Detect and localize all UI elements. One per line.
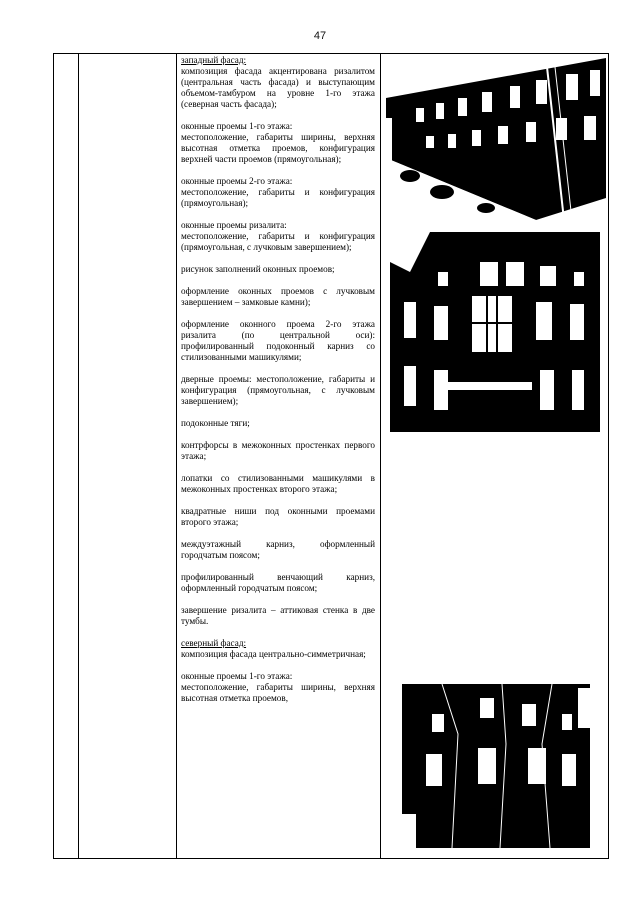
paragraph-text: лопатки со стилизованными машикулями в межоконных простенках второго этажа; (181, 473, 375, 494)
paragraph-text: композиция фасада акцентирована ризалитом (центральная часть фасада) и выступающим объемом-тамбуром на уровне 1-го этажа (северная часть фасада); (181, 66, 375, 109)
column-divider (176, 54, 177, 858)
description-paragraph (181, 473, 375, 495)
description-paragraph (181, 539, 375, 561)
description-paragraph (181, 671, 375, 704)
paragraph-text: оконные проемы ризалита: (181, 220, 287, 230)
description-paragraph (181, 506, 375, 528)
paragraph-text: оформление оконного проема 2-го этажа ризалита (по центральной оси): профилированный подоконный карниз со стилизованными машикулями; (181, 319, 375, 362)
paragraph-text: местоположение, габариты и конфигурация (прямоугольная); (181, 187, 375, 208)
paragraph-text: оконные проемы 1-го этажа: (181, 671, 293, 681)
description-paragraph (181, 264, 375, 275)
description-paragraph (181, 572, 375, 594)
description-paragraph (181, 605, 375, 627)
column-divider (78, 54, 79, 858)
paragraph-text: квадратные ниши под оконными проемами второго этажа; (181, 506, 375, 527)
description-paragraph (181, 374, 375, 407)
paragraph-text: профилированный венчающий карниз, оформленный городчатым поясом; (181, 572, 375, 593)
paragraph-text: рисунок заполнений оконных проемов; (181, 264, 335, 274)
description-paragraph (181, 440, 375, 462)
description-paragraph (181, 638, 375, 660)
description-paragraph (181, 319, 375, 363)
column-divider (380, 54, 381, 858)
description-paragraph (181, 176, 375, 209)
page-number: 47 (313, 30, 327, 42)
description-paragraph (181, 121, 375, 165)
paragraph-text: завершение ризалита – аттиковая стенка в две тумбы. (181, 605, 375, 626)
paragraph-text: местоположение, габариты ширины, верхняя высотная отметка проемов, конфигурация верхней части проемов (прямоугольная); (181, 132, 375, 164)
description-paragraph (181, 55, 375, 110)
description-paragraph (181, 220, 375, 253)
description-column (181, 55, 375, 715)
facade-photo-2 (390, 232, 600, 462)
paragraph-text: оконные проемы 2-го этажа: (181, 176, 293, 186)
paragraph-text: оконные проемы 1-го этажа: (181, 121, 293, 131)
paragraph-text: контрфорсы в межоконных простенках первого этажа; (181, 440, 375, 461)
paragraph-text: междуэтажный карниз, оформленный городчатым поясом; (181, 539, 375, 560)
facade-photo-3 (402, 684, 590, 848)
paragraph-text: подоконные тяги; (181, 418, 250, 428)
description-paragraph (181, 286, 375, 308)
paragraph-text: местоположение, габариты и конфигурация (прямоугольная, с лучковым завершением); (181, 231, 375, 252)
section-heading: северный фасад: (181, 638, 247, 648)
paragraph-text: композиция фасада центрально-симметричная; (181, 649, 366, 659)
paragraph-text: местоположение, габариты ширины, верхняя высотная отметка проемов, (181, 682, 375, 703)
paragraph-text: дверные проемы: местоположение, габариты и конфигурация (прямоугольная, с лучковым завершением); (181, 374, 375, 406)
description-paragraph (181, 418, 375, 429)
facade-photo-1 (386, 58, 606, 220)
section-heading: западный фасад: (181, 55, 247, 65)
paragraph-text: оформление оконных проемов с лучковым завершением – замковые камни); (181, 286, 375, 307)
document-table (53, 53, 609, 859)
